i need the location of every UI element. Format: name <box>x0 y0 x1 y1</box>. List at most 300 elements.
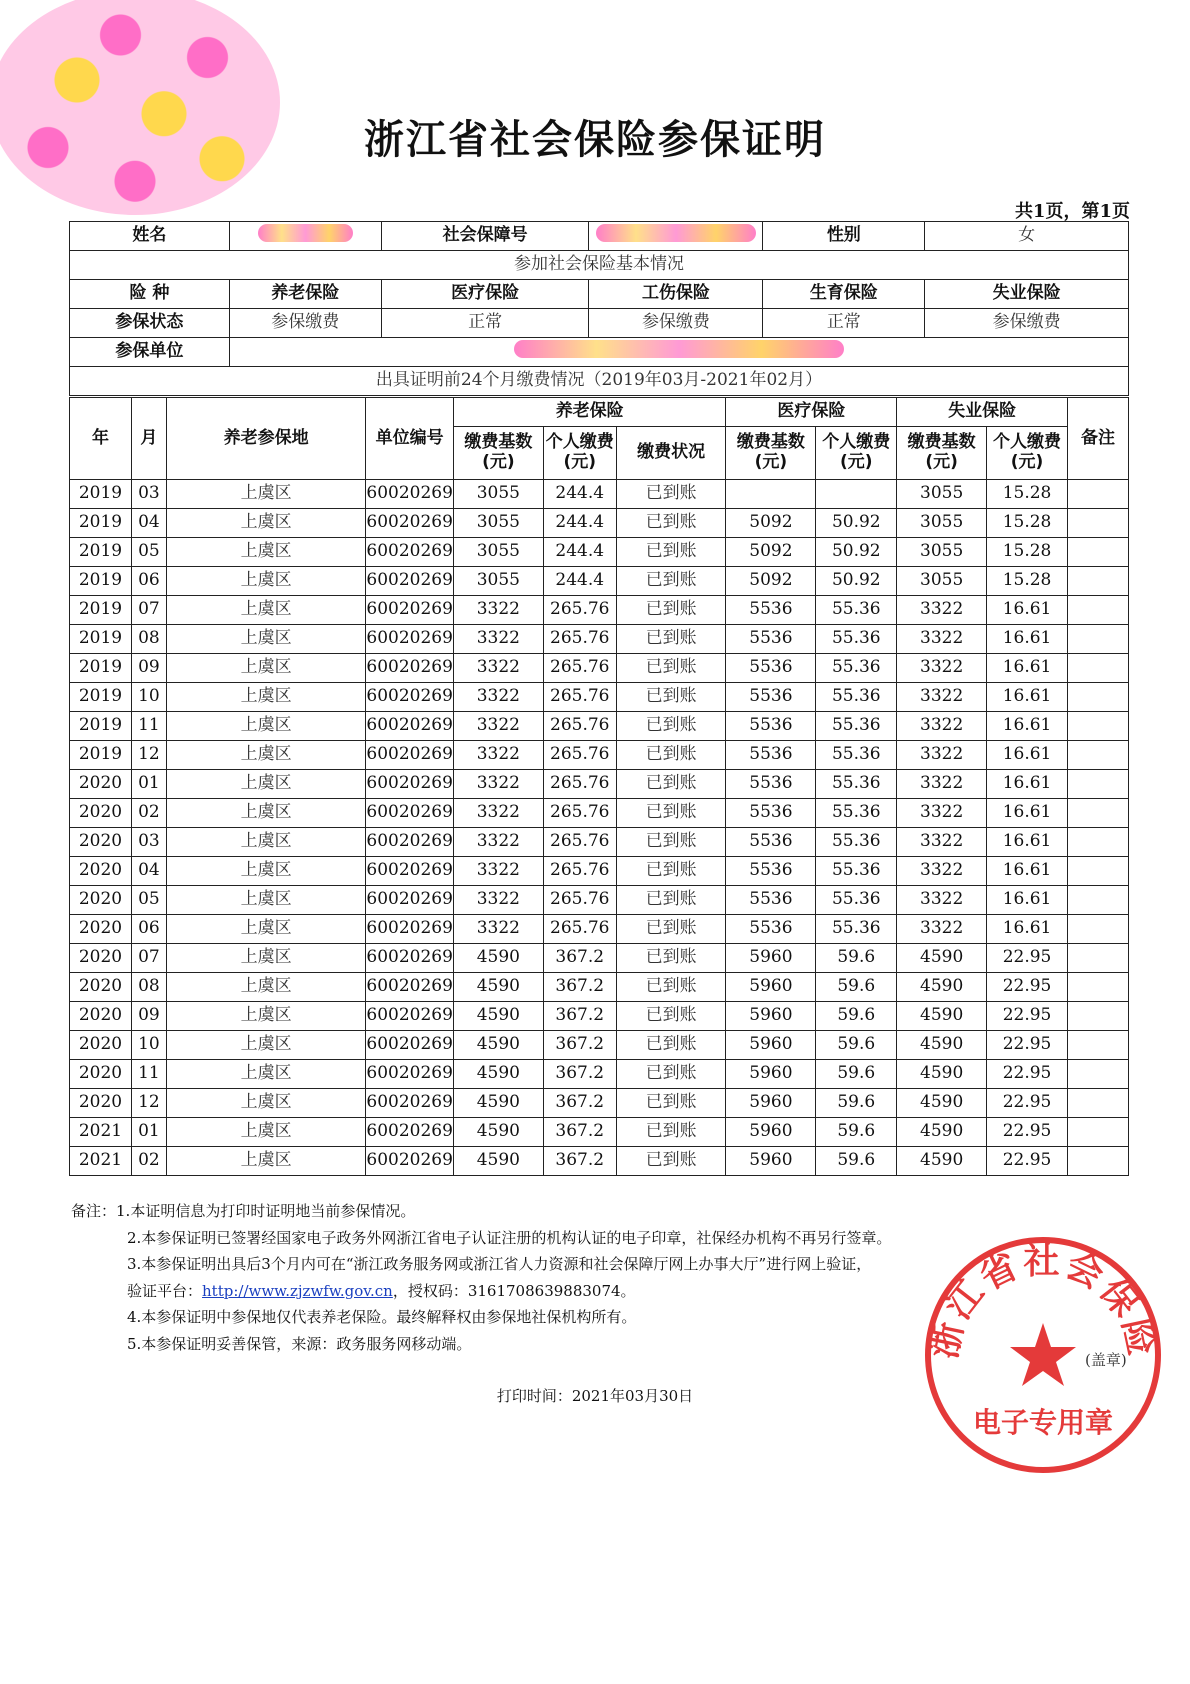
cell-unit: 60020269 <box>366 1147 454 1176</box>
insurance-type: 养老保险 <box>229 280 381 309</box>
cell-u-pers: 16.61 <box>987 596 1068 625</box>
notes-prefix: 备注： <box>71 1202 117 1220</box>
cell-m-base: 5092 <box>726 509 816 538</box>
cell-month: 09 <box>131 1002 166 1031</box>
cell-month: 03 <box>131 828 166 857</box>
cell-month: 05 <box>131 886 166 915</box>
cell-p-base: 4590 <box>453 1147 543 1176</box>
cell-unit: 60020269 <box>366 1089 454 1118</box>
cell-m-base: 5960 <box>726 1002 816 1031</box>
table-row <box>70 770 1129 799</box>
unit-value-redacted <box>229 338 1128 367</box>
col-place: 养老参保地 <box>166 398 366 480</box>
cell-p-state: 已到账 <box>616 1118 726 1147</box>
cell-m-base <box>726 480 816 509</box>
cell-m-base: 5536 <box>726 915 816 944</box>
print-time: 打印时间：2021年03月30日 <box>496 1387 694 1405</box>
cell-m-pers: 55.36 <box>816 596 897 625</box>
cell-p-base: 3055 <box>453 509 543 538</box>
cell-p-base: 3322 <box>453 741 543 770</box>
cell-p-pers: 367.2 <box>543 1002 616 1031</box>
cell-note <box>1068 828 1129 857</box>
cell-u-pers: 16.61 <box>987 828 1068 857</box>
cell-unit: 60020269 <box>366 799 454 828</box>
cell-p-pers: 367.2 <box>543 1031 616 1060</box>
cell-m-pers: 55.36 <box>816 857 897 886</box>
cell-m-base: 5536 <box>726 886 816 915</box>
cell-p-state: 已到账 <box>616 509 726 538</box>
cell-year: 2019 <box>70 741 132 770</box>
cell-u-base: 3322 <box>897 886 987 915</box>
cell-year: 2020 <box>70 828 132 857</box>
table-row <box>70 973 1129 1002</box>
cell-unit: 60020269 <box>366 915 454 944</box>
cell-place: 上虞区 <box>166 799 366 828</box>
ssn-label: 社会保障号 <box>381 222 589 251</box>
cell-note <box>1068 683 1129 712</box>
cell-place: 上虞区 <box>166 886 366 915</box>
cell-m-base: 5536 <box>726 799 816 828</box>
cell-u-base: 3322 <box>897 799 987 828</box>
seal-bottom-text: 电子专用章 <box>972 1406 1114 1439</box>
cell-p-state: 已到账 <box>616 886 726 915</box>
cell-u-base: 4590 <box>897 1089 987 1118</box>
cell-place: 上虞区 <box>166 654 366 683</box>
cell-unit: 60020269 <box>366 857 454 886</box>
seal-note: (盖章) <box>1085 1351 1127 1369</box>
cell-p-base: 4590 <box>453 1031 543 1060</box>
basic-info-table <box>69 221 1129 396</box>
cell-p-pers: 265.76 <box>543 596 616 625</box>
cell-note <box>1068 1118 1129 1147</box>
cell-m-pers: 55.36 <box>816 654 897 683</box>
cell-m-base: 5536 <box>726 596 816 625</box>
cell-p-state: 已到账 <box>616 596 726 625</box>
col-year: 年 <box>70 398 132 480</box>
cell-m-base: 5536 <box>726 770 816 799</box>
cell-month: 08 <box>131 625 166 654</box>
cell-p-state: 已到账 <box>616 828 726 857</box>
cell-year: 2019 <box>70 538 132 567</box>
cell-u-pers: 16.61 <box>987 770 1068 799</box>
cell-place: 上虞区 <box>166 625 366 654</box>
cell-place: 上虞区 <box>166 944 366 973</box>
sub-base: 缴费基数(元) <box>897 427 987 480</box>
cell-m-pers: 59.6 <box>816 1118 897 1147</box>
sub-personal: 个人缴费(元) <box>987 427 1068 480</box>
cell-place: 上虞区 <box>166 1147 366 1176</box>
cell-p-base: 3322 <box>453 828 543 857</box>
table-row <box>70 886 1129 915</box>
cell-note <box>1068 741 1129 770</box>
cell-u-base: 3322 <box>897 741 987 770</box>
note-1: 1.本证明信息为打印时证明地当前参保情况。 <box>116 1202 416 1220</box>
cell-year: 2020 <box>70 886 132 915</box>
cell-year: 2020 <box>70 857 132 886</box>
cell-note <box>1068 654 1129 683</box>
cell-unit: 60020269 <box>366 654 454 683</box>
col-unemployment: 失业保险 <box>897 398 1068 427</box>
cell-m-pers: 55.36 <box>816 828 897 857</box>
table-row <box>70 683 1129 712</box>
note-2: 2.本参保证明已签署经国家电子政务外网浙江省电子认证注册的机构认证的电子印章，社保经办机构不再另行签章。 <box>127 1228 892 1247</box>
cell-place: 上虞区 <box>166 480 366 509</box>
cell-m-pers: 55.36 <box>816 741 897 770</box>
cell-m-pers: 55.36 <box>816 683 897 712</box>
cell-m-pers: 50.92 <box>816 538 897 567</box>
cell-m-base: 5092 <box>726 538 816 567</box>
cell-year: 2019 <box>70 567 132 596</box>
page-info: 共1页，第1页 <box>1014 201 1130 222</box>
table-row <box>70 857 1129 886</box>
cell-year: 2019 <box>70 683 132 712</box>
cell-u-pers: 16.61 <box>987 712 1068 741</box>
cell-month: 10 <box>131 1031 166 1060</box>
cell-unit: 60020269 <box>366 509 454 538</box>
cell-year: 2019 <box>70 596 132 625</box>
cell-p-state: 已到账 <box>616 1031 726 1060</box>
table-row <box>70 944 1129 973</box>
cell-u-pers: 15.28 <box>987 567 1068 596</box>
cell-note <box>1068 596 1129 625</box>
cell-month: 03 <box>131 480 166 509</box>
table-row <box>70 509 1129 538</box>
cell-u-pers: 15.28 <box>987 538 1068 567</box>
cell-p-pers: 367.2 <box>543 1060 616 1089</box>
cell-year: 2020 <box>70 1089 132 1118</box>
insurance-type: 工伤保险 <box>589 280 763 309</box>
col-unit-no: 单位编号 <box>366 398 454 480</box>
cell-u-base: 4590 <box>897 1060 987 1089</box>
cell-m-pers: 55.36 <box>816 625 897 654</box>
cell-u-pers: 16.61 <box>987 683 1068 712</box>
table-row <box>70 1060 1129 1089</box>
cell-p-base: 3322 <box>453 857 543 886</box>
cell-m-pers: 50.92 <box>816 509 897 538</box>
cell-p-base: 3322 <box>453 596 543 625</box>
cell-m-base: 5960 <box>726 1031 816 1060</box>
cell-p-base: 3055 <box>453 567 543 596</box>
table-row <box>70 654 1129 683</box>
cell-unit: 60020269 <box>366 828 454 857</box>
cell-unit: 60020269 <box>366 538 454 567</box>
cell-year: 2020 <box>70 1060 132 1089</box>
cell-m-base: 5536 <box>726 857 816 886</box>
cell-p-pers: 265.76 <box>543 625 616 654</box>
cell-year: 2019 <box>70 625 132 654</box>
cell-note <box>1068 770 1129 799</box>
cell-p-pers: 367.2 <box>543 1147 616 1176</box>
cell-m-pers: 59.6 <box>816 1031 897 1060</box>
cell-year: 2019 <box>70 712 132 741</box>
cell-p-state: 已到账 <box>616 915 726 944</box>
cell-m-base: 5960 <box>726 1060 816 1089</box>
cell-u-base: 3322 <box>897 857 987 886</box>
cell-note <box>1068 857 1129 886</box>
cell-u-base: 3322 <box>897 625 987 654</box>
cell-month: 06 <box>131 567 166 596</box>
cell-m-pers <box>816 480 897 509</box>
cell-u-pers: 16.61 <box>987 857 1068 886</box>
cell-note <box>1068 625 1129 654</box>
cell-p-state: 已到账 <box>616 857 726 886</box>
cell-year: 2021 <box>70 1147 132 1176</box>
cell-year: 2020 <box>70 770 132 799</box>
cell-m-pers: 59.6 <box>816 1147 897 1176</box>
cell-u-base: 3055 <box>897 538 987 567</box>
cell-u-base: 3322 <box>897 683 987 712</box>
cell-note <box>1068 799 1129 828</box>
table-row <box>70 915 1129 944</box>
cell-p-pers: 265.76 <box>543 915 616 944</box>
gender-value: 女 <box>925 222 1129 251</box>
cell-m-pers: 55.36 <box>816 886 897 915</box>
cell-p-pers: 265.76 <box>543 828 616 857</box>
cell-unit: 60020269 <box>366 1060 454 1089</box>
cell-u-pers: 22.95 <box>987 973 1068 1002</box>
sub-base: 缴费基数(元) <box>453 427 543 480</box>
name-label: 姓名 <box>70 222 230 251</box>
cell-m-base: 5960 <box>726 1118 816 1147</box>
insurance-type: 生育保险 <box>763 280 925 309</box>
cell-m-pers: 59.6 <box>816 973 897 1002</box>
status-label: 参保状态 <box>70 309 230 338</box>
cell-month: 02 <box>131 1147 166 1176</box>
cell-p-pers: 265.76 <box>543 857 616 886</box>
cell-u-pers: 22.95 <box>987 1002 1068 1031</box>
notes-section <box>71 1198 891 1357</box>
cell-m-pers: 55.36 <box>816 915 897 944</box>
cell-place: 上虞区 <box>166 857 366 886</box>
cell-place: 上虞区 <box>166 683 366 712</box>
cell-p-pers: 244.4 <box>543 567 616 596</box>
cell-p-pers: 265.76 <box>543 683 616 712</box>
cell-year: 2020 <box>70 915 132 944</box>
table-row <box>70 480 1129 509</box>
cell-p-state: 已到账 <box>616 1089 726 1118</box>
cell-u-base: 3322 <box>897 915 987 944</box>
cell-p-pers: 367.2 <box>543 1089 616 1118</box>
cell-unit: 60020269 <box>366 1031 454 1060</box>
cell-p-pers: 367.2 <box>543 944 616 973</box>
note-3: 3.本参保证明出具后3个月内可在“浙江政务服务网或浙江省人力资源和社会保障厅网上办事大厅”进行网上验证， <box>127 1255 872 1273</box>
insurance-type: 医疗保险 <box>381 280 589 309</box>
cell-p-state: 已到账 <box>616 1147 726 1176</box>
ssn-value-redacted <box>589 222 763 251</box>
cell-place: 上虞区 <box>166 973 366 1002</box>
col-remark: 备注 <box>1068 398 1129 480</box>
cell-p-state: 已到账 <box>616 1002 726 1031</box>
cell-m-base: 5960 <box>726 973 816 1002</box>
cell-u-base: 3322 <box>897 596 987 625</box>
document-title: 浙江省社会保险参保证明 <box>364 117 826 163</box>
cell-year: 2019 <box>70 480 132 509</box>
cell-place: 上虞区 <box>166 538 366 567</box>
cell-year: 2020 <box>70 799 132 828</box>
cell-p-base: 3322 <box>453 683 543 712</box>
cell-unit: 60020269 <box>366 596 454 625</box>
cell-p-base: 4590 <box>453 1089 543 1118</box>
cell-unit: 60020269 <box>366 770 454 799</box>
cell-place: 上虞区 <box>166 828 366 857</box>
cell-p-base: 3055 <box>453 480 543 509</box>
cell-place: 上虞区 <box>166 596 366 625</box>
cell-year: 2020 <box>70 944 132 973</box>
cell-p-base: 4590 <box>453 973 543 1002</box>
cell-p-state: 已到账 <box>616 712 726 741</box>
cell-p-state: 已到账 <box>616 973 726 1002</box>
cell-u-base: 3055 <box>897 509 987 538</box>
insurance-status: 正常 <box>763 309 925 338</box>
cell-u-base: 4590 <box>897 1031 987 1060</box>
cell-p-state: 已到账 <box>616 567 726 596</box>
cell-u-pers: 16.61 <box>987 654 1068 683</box>
seal-arc-text: 浙江省社会保险 <box>923 1241 1163 1363</box>
cell-place: 上虞区 <box>166 567 366 596</box>
cell-month: 12 <box>131 1089 166 1118</box>
cell-p-pers: 265.76 <box>543 712 616 741</box>
cell-unit: 60020269 <box>366 625 454 654</box>
cell-note <box>1068 1089 1129 1118</box>
cell-p-pers: 244.4 <box>543 509 616 538</box>
table-row <box>70 538 1129 567</box>
cell-u-base: 4590 <box>897 973 987 1002</box>
cell-u-pers: 22.95 <box>987 944 1068 973</box>
payment-history-table <box>69 397 1129 1176</box>
gender-label: 性别 <box>763 222 925 251</box>
cell-place: 上虞区 <box>166 770 366 799</box>
history-title: 出具证明前24个月缴费情况（2019年03月-2021年02月） <box>70 367 1129 396</box>
note-3b-prefix: 验证平台： <box>127 1281 203 1300</box>
cell-unit: 60020269 <box>366 567 454 596</box>
cell-p-base: 4590 <box>453 1118 543 1147</box>
cell-u-base: 4590 <box>897 1147 987 1176</box>
cell-month: 11 <box>131 1060 166 1089</box>
cell-place: 上虞区 <box>166 915 366 944</box>
cell-m-pers: 59.6 <box>816 944 897 973</box>
basic-section-title: 参加社会保险基本情况 <box>70 251 1129 280</box>
cell-month: 02 <box>131 799 166 828</box>
cell-unit: 60020269 <box>366 741 454 770</box>
verify-link[interactable]: http://www.zjzwfw.gov.cn <box>202 1281 393 1300</box>
note-5: 5.本参保证明妥善保管，来源：政务服务网移动端。 <box>127 1334 472 1353</box>
cell-year: 2020 <box>70 1031 132 1060</box>
cell-year: 2019 <box>70 654 132 683</box>
cell-note <box>1068 509 1129 538</box>
cell-u-pers: 15.28 <box>987 509 1068 538</box>
cell-unit: 60020269 <box>366 683 454 712</box>
cell-m-pers: 59.6 <box>816 1060 897 1089</box>
sub-base: 缴费基数(元) <box>726 427 816 480</box>
cell-month: 06 <box>131 915 166 944</box>
cell-u-base: 4590 <box>897 1002 987 1031</box>
cell-note <box>1068 480 1129 509</box>
note-3b-suffix: ，授权码：3161708639883074。 <box>392 1281 636 1300</box>
cell-place: 上虞区 <box>166 1031 366 1060</box>
cell-m-base: 5536 <box>726 683 816 712</box>
cell-p-base: 4590 <box>453 1060 543 1089</box>
cell-place: 上虞区 <box>166 1089 366 1118</box>
cell-month: 05 <box>131 538 166 567</box>
cell-u-pers: 15.28 <box>987 480 1068 509</box>
cell-p-pers: 265.76 <box>543 799 616 828</box>
cell-u-pers: 22.95 <box>987 1147 1068 1176</box>
cell-m-base: 5536 <box>726 625 816 654</box>
cell-u-base: 3322 <box>897 712 987 741</box>
cell-m-base: 5092 <box>726 567 816 596</box>
table-row <box>70 596 1129 625</box>
cell-u-base: 3322 <box>897 770 987 799</box>
cell-unit: 60020269 <box>366 1118 454 1147</box>
cell-u-base: 3055 <box>897 480 987 509</box>
cell-u-pers: 22.95 <box>987 1089 1068 1118</box>
cell-place: 上虞区 <box>166 712 366 741</box>
cell-month: 04 <box>131 509 166 538</box>
cell-u-base: 3055 <box>897 567 987 596</box>
cell-month: 07 <box>131 596 166 625</box>
cell-p-base: 3322 <box>453 799 543 828</box>
cell-p-pers: 244.4 <box>543 480 616 509</box>
cell-u-base: 3322 <box>897 828 987 857</box>
cell-p-state: 已到账 <box>616 625 726 654</box>
cell-p-state: 已到账 <box>616 741 726 770</box>
cell-note <box>1068 538 1129 567</box>
cell-unit: 60020269 <box>366 944 454 973</box>
sub-personal: 个人缴费(元) <box>816 427 897 480</box>
insurance-status: 参保缴费 <box>589 309 763 338</box>
col-medical: 医疗保险 <box>726 398 897 427</box>
cell-m-base: 5960 <box>726 1147 816 1176</box>
cell-u-pers: 16.61 <box>987 741 1068 770</box>
cell-unit: 60020269 <box>366 1002 454 1031</box>
cell-note <box>1068 973 1129 1002</box>
cell-u-pers: 16.61 <box>987 886 1068 915</box>
cell-u-pers: 16.61 <box>987 915 1068 944</box>
sub-state: 缴费状况 <box>616 427 726 480</box>
cell-year: 2020 <box>70 1002 132 1031</box>
table-row <box>70 712 1129 741</box>
cell-m-base: 5536 <box>726 741 816 770</box>
cell-p-pers: 265.76 <box>543 886 616 915</box>
cell-p-pers: 265.76 <box>543 654 616 683</box>
cell-unit: 60020269 <box>366 480 454 509</box>
cell-m-base: 5536 <box>726 712 816 741</box>
cell-m-base: 5960 <box>726 944 816 973</box>
cell-place: 上虞区 <box>166 509 366 538</box>
cell-p-state: 已到账 <box>616 1060 726 1089</box>
cell-m-base: 5960 <box>726 1089 816 1118</box>
cell-p-state: 已到账 <box>616 799 726 828</box>
cell-m-pers: 55.36 <box>816 712 897 741</box>
cell-note <box>1068 1031 1129 1060</box>
table-row <box>70 567 1129 596</box>
cell-note <box>1068 1060 1129 1089</box>
cell-p-pers: 367.2 <box>543 1118 616 1147</box>
cell-u-pers: 22.95 <box>987 1118 1068 1147</box>
table-row <box>70 1089 1129 1118</box>
cell-month: 11 <box>131 712 166 741</box>
cell-p-base: 4590 <box>453 944 543 973</box>
table-row <box>70 1118 1129 1147</box>
insurance-status: 参保缴费 <box>925 309 1129 338</box>
cell-p-pers: 244.4 <box>543 538 616 567</box>
table-row <box>70 828 1129 857</box>
col-pension: 养老保险 <box>453 398 726 427</box>
cell-p-base: 3322 <box>453 915 543 944</box>
cell-m-base: 5536 <box>726 654 816 683</box>
cell-u-base: 4590 <box>897 1118 987 1147</box>
cell-p-base: 4590 <box>453 1002 543 1031</box>
